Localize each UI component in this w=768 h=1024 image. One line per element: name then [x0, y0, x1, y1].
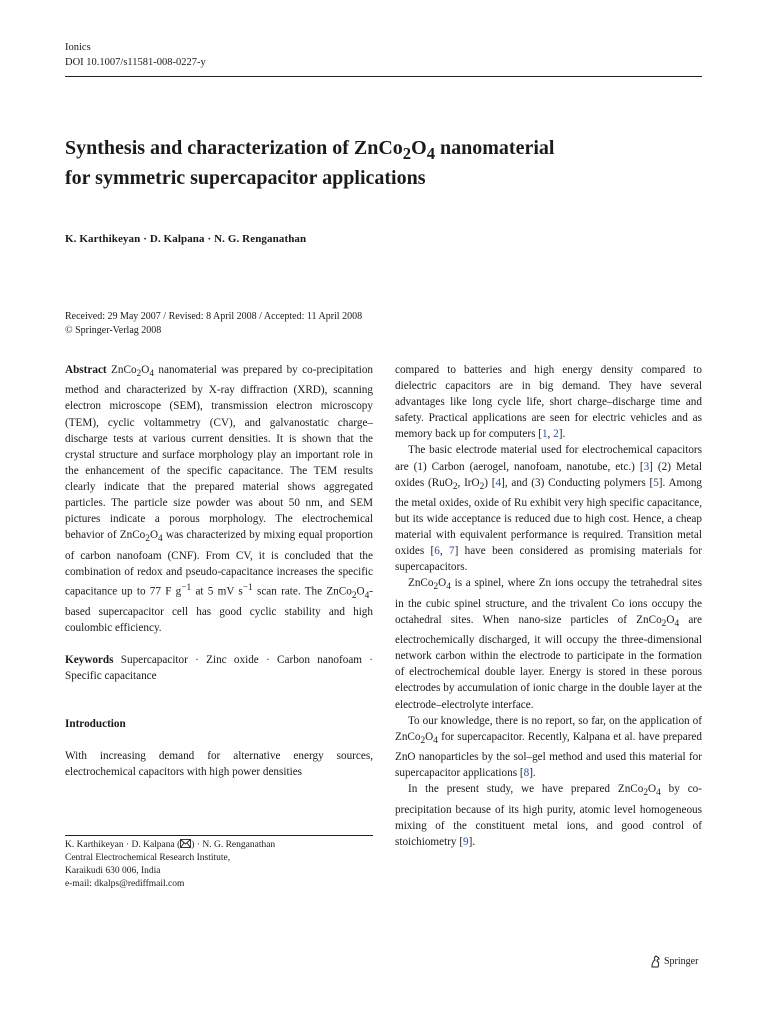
body-paragraph-3: $ZnCo_2O_4$ is a spinel, where Zn ions occupy the tetrahedral sites in the cubic spinel structure, and the trivalent Co ions occupy the octahedral sites. When nano-size particles of $ZnCo_2O_4$ are electrochemically discharged, it will occupy the three-dimensional network carbon within the electrode to participate in the formation of electrochemical double layer. Energy is stored in these porous electrodes by accumulation of ionic charge in the double layer at the electrode–electrolyte interface. [395, 577, 702, 711]
body-paragraph-1: compared to batteries and high energy density compared to dielectric capacitors are in big demand. They have several advantages like long cycle life, short charge–discharge time and safety. Practical applications are seen for electric vehicles and as memory back up for computers [1, 2]. [395, 364, 702, 441]
intro-paragraph: With increasing demand for alternative energy sources, electrochemical capacitors with high power densities [65, 750, 373, 779]
author-affiliation-footnote [65, 839, 275, 891]
reference-link-7[interactable]: 7 [448, 545, 455, 558]
keywords: Keywords Supercapacitor · Zinc oxide · Carbon nanofoam · Specific capacitance [65, 653, 373, 683]
reference-link-9[interactable]: 9 [463, 835, 469, 848]
section-heading-introduction: Introduction [65, 718, 126, 731]
body-paragraph-4: To our knowledge, there is no report, so far, on the application of $ZnCo_2O_4$ for supercapacitor. Recently, Kalpana et al. have prepared ZnO nanoparticles by the sol–gel method and used this material for supercapacitor applications [8]. [395, 714, 702, 780]
abstract: Abstract $ZnCo_2O_4$ nanomaterial was prepared by co-precipitation method and characterized by X-ray diffraction (XRD), scanning electron microscope (SEM), transmission electron microscopy (TEM), cyclic voltammetry (CV), and galvanostatic charge–discharge tests at various current densities. It is shown that the crystal structure and surface morphology play an important role in the enhancement of the specific capacitance. The TEM results clearly indicate that the prepared material shows aggregated particles. The particle size powder was about 50 nm, and SEM pictures indicate a porous morphology. The electrochemical behavior of $ZnCo_2O_4$ was characterized by mixing equal proportion of carbon nanofoam (CNF). From CV, it is concluded that the combination of redox and pseudo-capacitance increases the specific capacitance up to 77 F $g^{-1}$ at 5 mV $s^{-1}$ scan rate. The $ZnCo_2O_4$-based supercapacitor cell has good cyclic stability and high coulombic efficiency. [65, 364, 374, 634]
footnote-institute: Central Electrochemical Research Institute, [65, 853, 231, 863]
reference-link-1[interactable]: 1 [541, 428, 548, 441]
copyright: © Springer-Verlag 2008 [65, 324, 162, 336]
body-paragraph-2: The basic electrode material used for electrochemical capacitors are (1) Carbon (aerogel, nanofoam, nanotube, etc.) [3] (2) Metal oxides (RuO$_2$, IrO$_2$) [4], and (3) Conducting polymers [5]. Among the metal oxides, oxide of Ru exhibit very high specific capacitance, but its wide acceptance is reduced due to high cost. Hence, a cheap material with equivalent performance is required. Transition metal oxides [6, 7] have been considered as promising materials for supercapacitors. [395, 444, 703, 574]
received-revised-accepted: Received: 29 May 2007 / Revised: 8 April 2008 / Accepted: 11 April 2008 [65, 311, 363, 322]
left-column [65, 362, 373, 780]
running-header [65, 40, 206, 70]
doi: DOI 10.1007/s11581-008-0227-y [65, 57, 206, 68]
publisher-name: Springer [664, 956, 699, 967]
article-history [65, 310, 362, 337]
footnote-email[interactable]: e-mail: dkalps@rediffmail.com [65, 879, 185, 889]
reference-link-8[interactable]: 8 [523, 767, 530, 780]
body-paragraph-5: In the present study, we have prepared $ZnCo_2O_4$ by co-precipitation because of its high purity, atomic level homogeneous mixing of the constituent metal ions, and good control of stoichiometry [9]. [395, 783, 702, 848]
journal-name: Ionics [65, 42, 91, 53]
reference-link-5[interactable]: 5 [653, 476, 659, 489]
envelope-icon[interactable] [180, 840, 191, 850]
reference-link-2[interactable]: 2 [553, 428, 559, 441]
reference-link-3[interactable]: 3 [643, 460, 650, 473]
publisher-logo [650, 955, 698, 968]
right-column [395, 362, 702, 850]
header-rule [65, 76, 702, 77]
footnote-authors: K. Karthikeyan · D. Kalpana ( ) · N. G. Renganathan [65, 840, 276, 850]
article-title: Synthesis and characterization of $ZnCo_2O_4$ nanomaterial for symmetric supercapacitor applications [65, 137, 555, 189]
springer-horse-icon [650, 955, 661, 968]
author-list: K. Karthikeyan · D. Kalpana · N. G. Renganathan [65, 233, 307, 245]
reference-link-6[interactable]: 6 [434, 545, 440, 558]
footnote-city: Karaikudi 630 006, India [65, 866, 161, 876]
footnote-rule [65, 835, 373, 836]
reference-link-4[interactable]: 4 [495, 476, 502, 489]
